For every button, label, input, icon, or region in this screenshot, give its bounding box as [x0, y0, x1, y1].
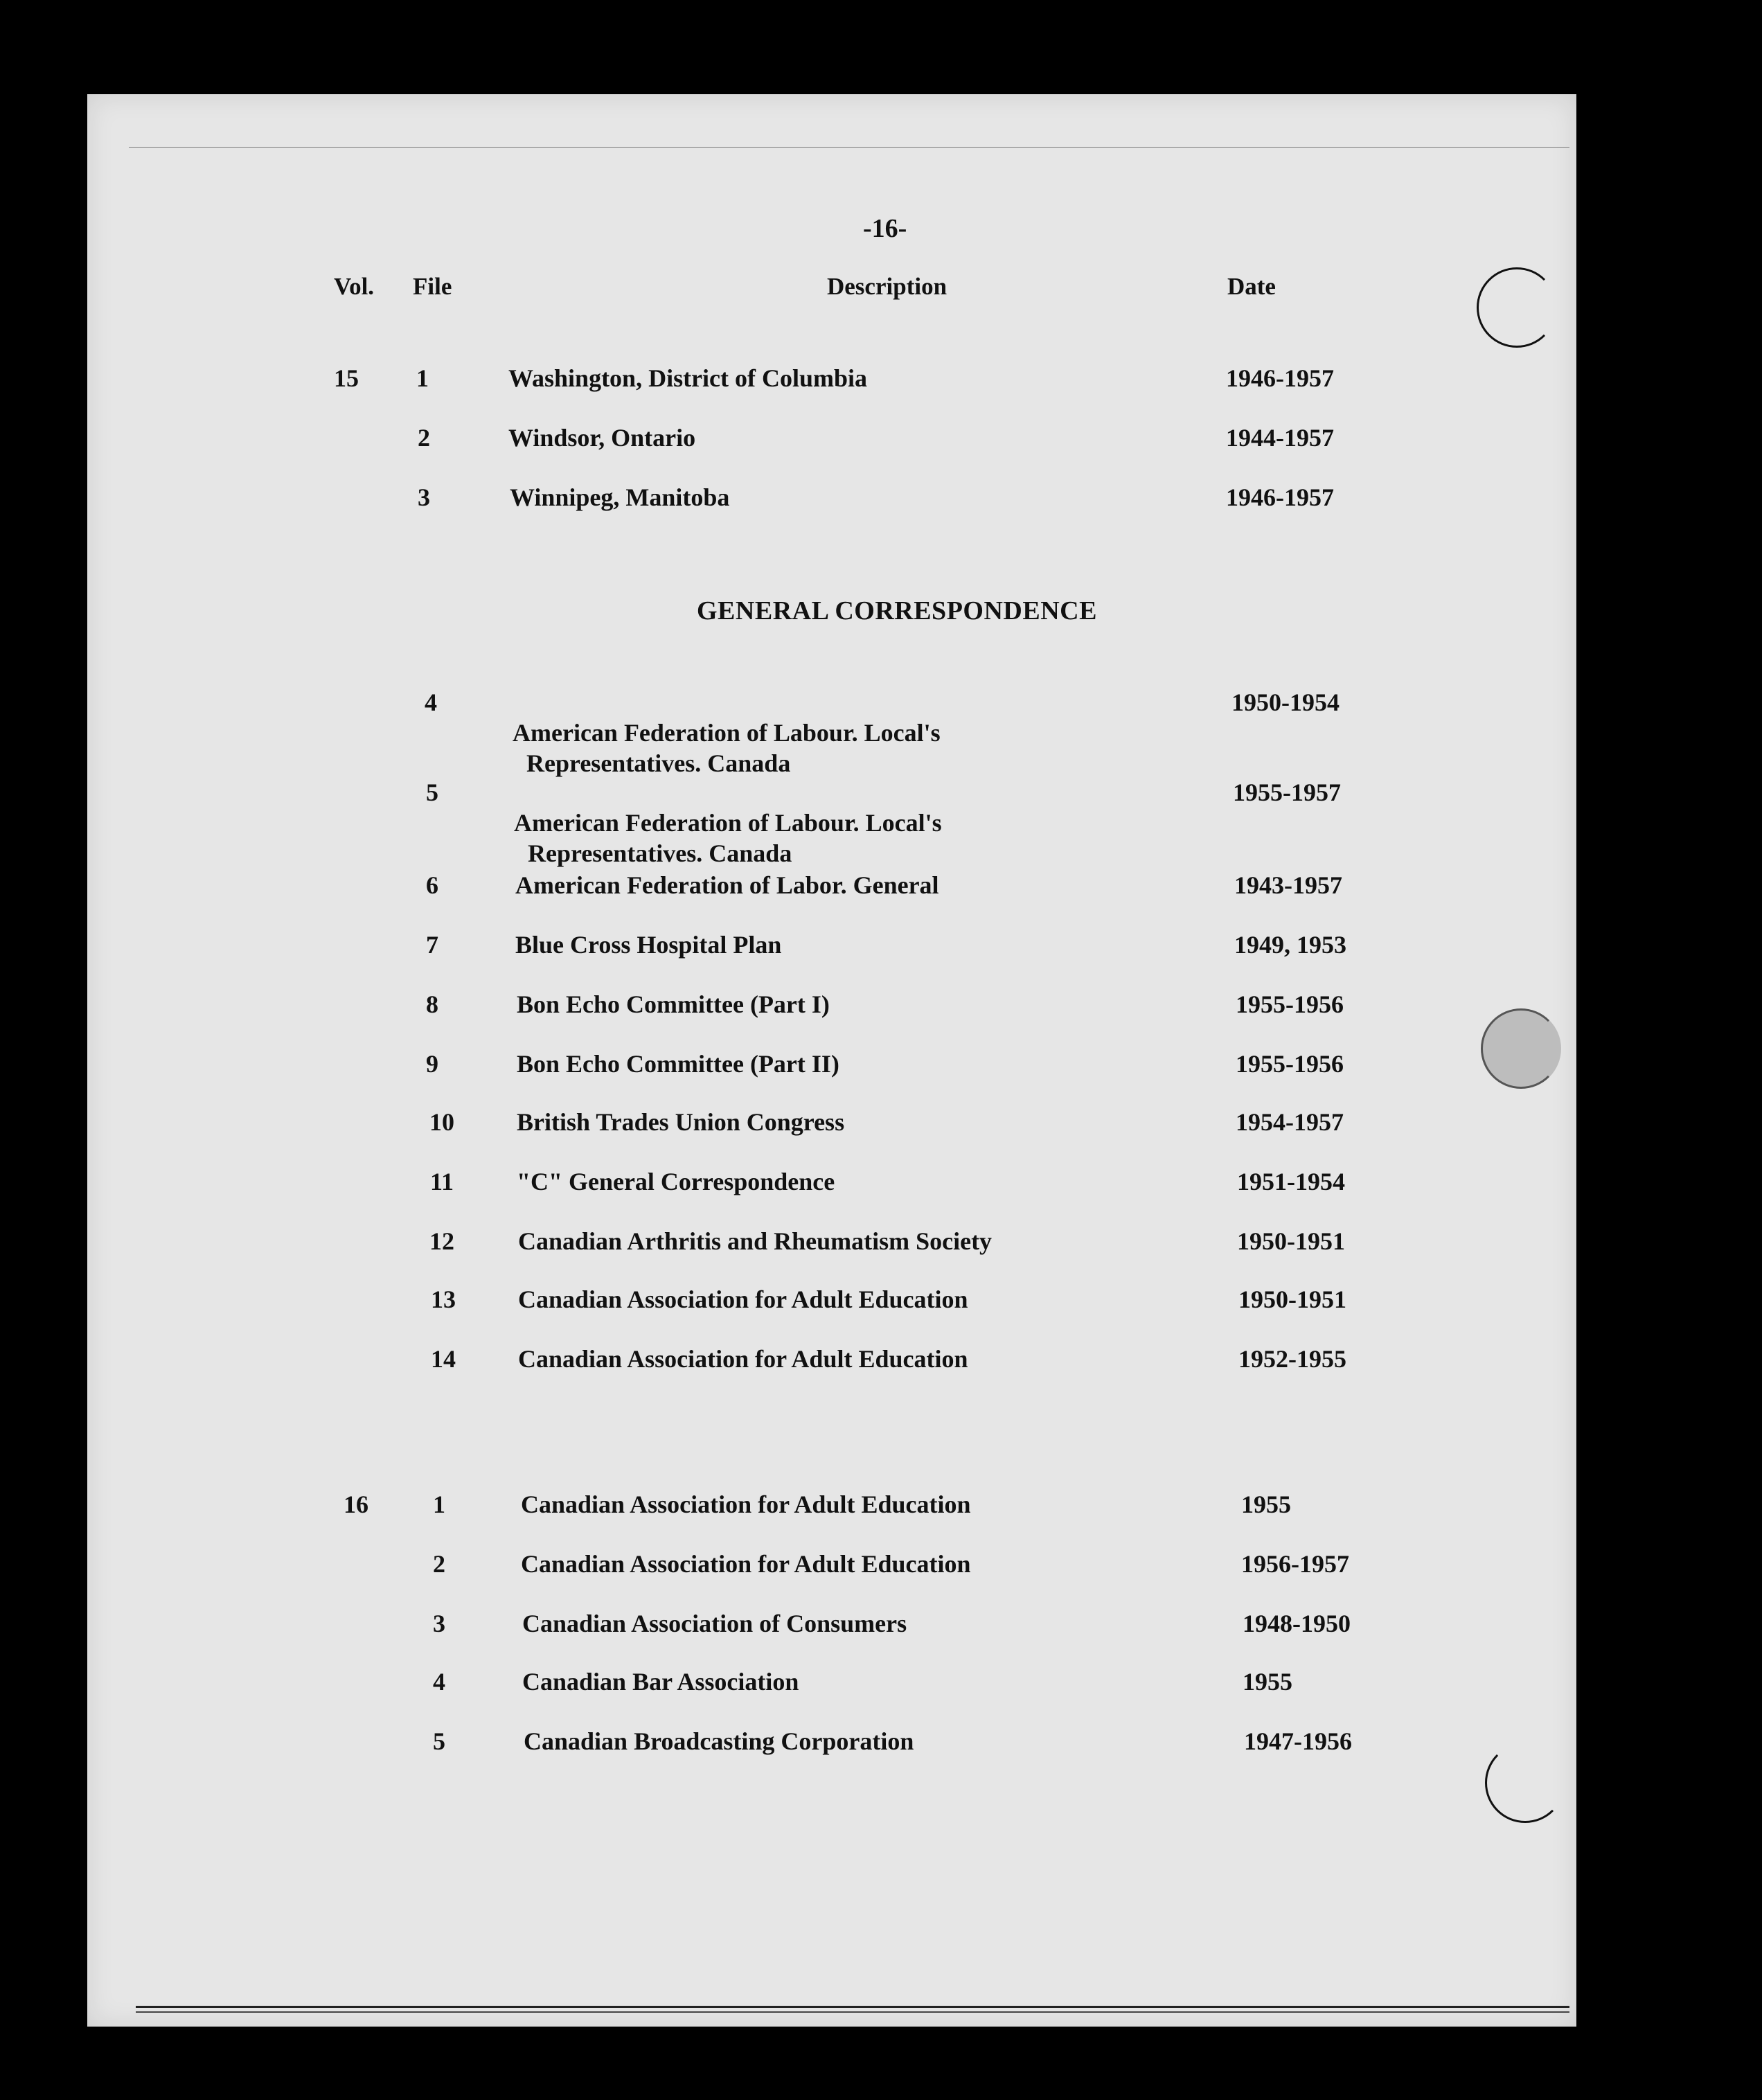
page-number: -16- [863, 214, 907, 243]
file-number: 5 [426, 778, 438, 806]
file-date: 1954-1957 [1236, 1108, 1344, 1136]
table-row [87, 1549, 1576, 1611]
file-number: 11 [429, 1168, 454, 1195]
file-number: 7 [426, 931, 438, 959]
file-date: 1955 [1243, 1668, 1292, 1696]
file-number: 6 [426, 871, 438, 899]
file-date: 1955 [1241, 1491, 1291, 1518]
file-description-line: American Federation of Labour. Local's [514, 809, 942, 837]
table-row [87, 1107, 1576, 1169]
punch-hole-mark [1477, 267, 1557, 348]
table-row [87, 1726, 1576, 1788]
column-header-description: Description [827, 273, 947, 300]
file-date: 1946-1957 [1226, 364, 1334, 392]
file-description: Canadian Arthritis and Rheumatism Society [518, 1227, 993, 1255]
file-description-continuation: Representatives. Canada [526, 749, 791, 777]
bottom-rule [136, 2006, 1569, 2008]
file-number: 13 [431, 1285, 456, 1313]
file-number: 2 [418, 424, 430, 452]
bottom-rule [136, 2011, 1569, 2013]
file-number: 4 [425, 688, 437, 716]
file-number: 4 [433, 1668, 445, 1696]
file-description: Canadian Association for Adult Education [518, 1345, 968, 1373]
file-description: Canadian Broadcasting Corporation [524, 1727, 914, 1755]
file-number: 3 [433, 1610, 445, 1637]
volume-number: 16 [344, 1491, 368, 1518]
file-number: 1 [433, 1491, 445, 1518]
file-date: 1952-1955 [1238, 1345, 1346, 1373]
file-description: American Federation of Labor. General [515, 871, 939, 899]
file-number: 2 [433, 1550, 445, 1578]
file-number: 3 [418, 483, 430, 511]
file-date: 1955-1956 [1236, 990, 1344, 1018]
volume-number: 15 [334, 364, 359, 392]
table-row [87, 482, 1576, 544]
table-row [87, 929, 1576, 992]
file-date: 1947-1956 [1244, 1727, 1352, 1755]
section-heading: GENERAL CORRESPONDENCE [697, 596, 1097, 625]
file-date: 1948-1950 [1243, 1610, 1351, 1637]
file-number: 5 [433, 1727, 445, 1755]
table-row [87, 777, 1576, 867]
top-rule [129, 147, 1569, 148]
file-description: Canadian Association for Adult Education [518, 1285, 968, 1313]
punch-hole-mark [1481, 1008, 1561, 1089]
file-date: 1950-1951 [1238, 1285, 1346, 1313]
file-description: Canadian Association for Adult Education [521, 1550, 971, 1578]
file-description: Windsor, Ontario [508, 424, 696, 452]
column-header-vol: Vol. [334, 273, 375, 300]
file-date: 1950-1951 [1237, 1227, 1345, 1255]
file-description-continuation: Representatives. Canada [528, 839, 792, 867]
table-row [87, 870, 1576, 932]
file-date: 1943-1957 [1234, 871, 1342, 899]
table-row [87, 1608, 1576, 1671]
file-date: 1955-1957 [1233, 778, 1341, 806]
table-row [87, 1166, 1576, 1229]
file-description-line: American Federation of Labour. Local's [513, 719, 941, 747]
column-header-date: Date [1227, 273, 1276, 300]
file-description: British Trades Union Congress [517, 1108, 845, 1136]
file-number: 8 [426, 990, 438, 1018]
file-number: 1 [416, 364, 429, 392]
file-number: 14 [431, 1345, 456, 1373]
table-row [87, 1049, 1576, 1111]
table-row [87, 1666, 1576, 1729]
file-number: 12 [429, 1227, 454, 1255]
table-row [87, 687, 1576, 777]
table-row [87, 989, 1576, 1051]
file-number: 10 [429, 1108, 454, 1136]
table-row [87, 1344, 1576, 1406]
file-description: Canadian Association of Consumers [522, 1610, 907, 1637]
file-date: 1944-1957 [1226, 424, 1334, 452]
file-description: Blue Cross Hospital Plan [515, 931, 782, 959]
file-description: Bon Echo Committee (Part I) [517, 990, 830, 1018]
file-number: 9 [426, 1050, 438, 1078]
file-description: Canadian Association for Adult Education [521, 1491, 971, 1518]
table-row [87, 363, 1576, 425]
file-date: 1950-1954 [1231, 688, 1340, 716]
file-description: Winnipeg, Manitoba [510, 483, 730, 511]
punch-hole-mark [1485, 1743, 1565, 1823]
file-description: Canadian Bar Association [522, 1668, 799, 1696]
file-date: 1946-1957 [1226, 483, 1334, 511]
column-header-file: File [413, 273, 452, 300]
table-row [87, 1489, 1576, 1551]
table-row [87, 1284, 1576, 1346]
file-date: 1949, 1953 [1234, 931, 1346, 959]
file-description: Bon Echo Committee (Part II) [517, 1050, 839, 1078]
file-description: "C" General Correspondence [517, 1168, 835, 1195]
document-page [87, 94, 1576, 2027]
file-date: 1951-1954 [1237, 1168, 1345, 1195]
table-row [87, 422, 1576, 485]
file-description: Washington, District of Columbia [508, 364, 868, 392]
file-date: 1956-1957 [1241, 1550, 1349, 1578]
file-date: 1955-1956 [1236, 1050, 1344, 1078]
table-row [87, 1226, 1576, 1288]
